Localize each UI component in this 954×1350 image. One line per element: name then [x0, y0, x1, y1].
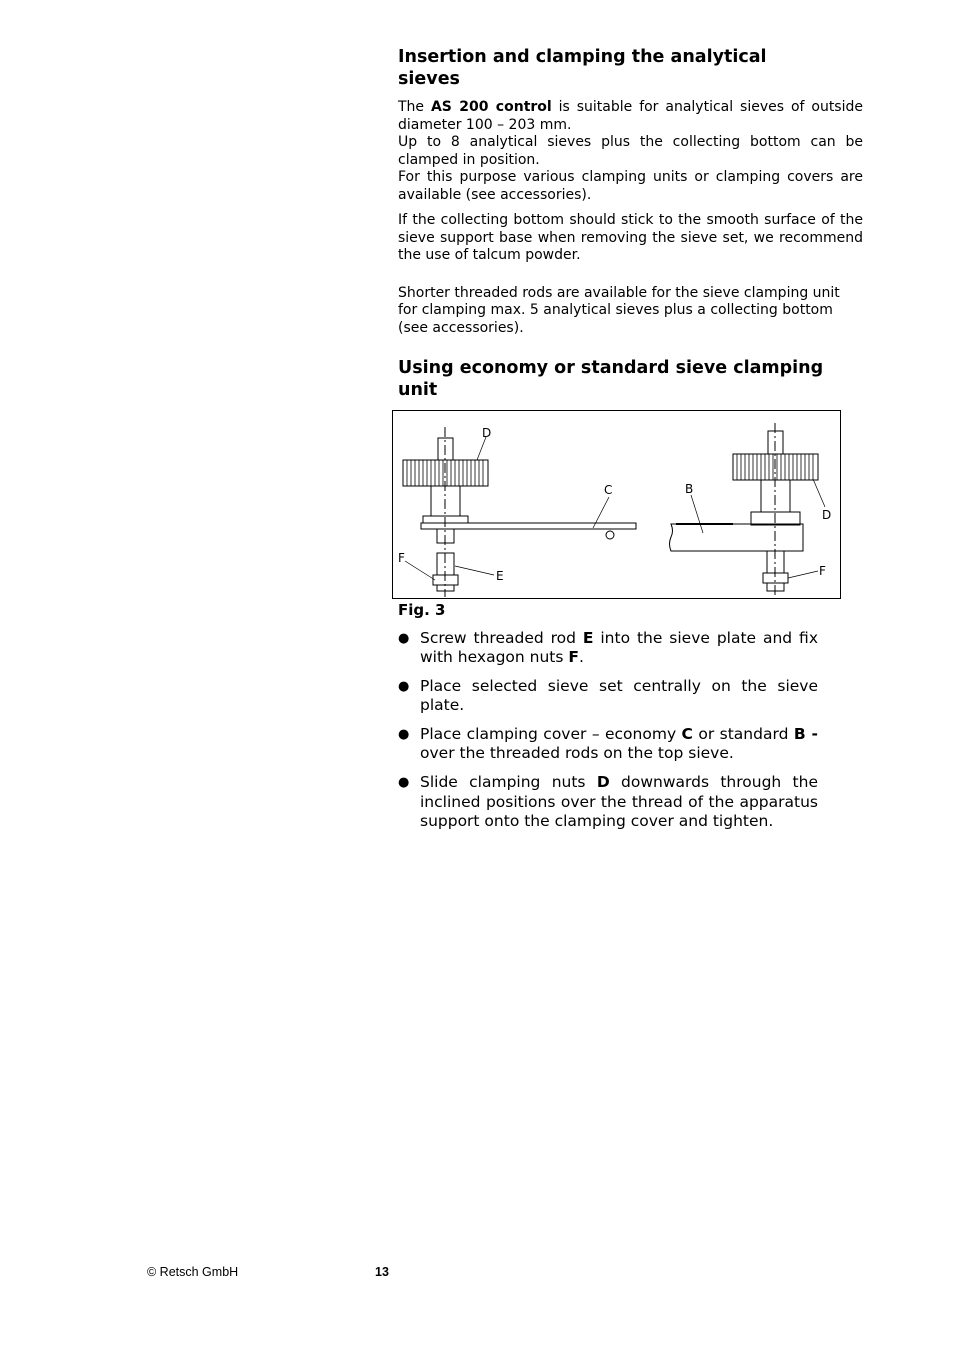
- product-name: AS 200 control: [430, 99, 552, 115]
- footer-copyright: © Retsch GmbH: [147, 1265, 239, 1279]
- bullet-icon: ●: [398, 631, 410, 646]
- intro-text-block: [398, 99, 863, 337]
- clamping-diagram-drawing: [393, 411, 840, 598]
- label-b: B: [685, 482, 694, 496]
- section-heading-insertion: Insertion and clamping the analytical sieves: [398, 47, 767, 89]
- text-run: .: [578, 648, 584, 667]
- text-run: downwards through the inclined positions over the thread of the apparatus support onto the clamping cover and tighten.: [420, 773, 818, 830]
- page-number: 13: [375, 1265, 389, 1279]
- paragraph-suitability: [398, 99, 863, 134]
- leader-d-left: [477, 437, 486, 460]
- list-item: [398, 725, 818, 764]
- figure-caption: Fig. 3: [398, 601, 446, 619]
- paragraph-clamping-units: For this purpose various clamping units or clamping covers are available (see accessories).: [398, 169, 863, 203]
- label-e: E: [496, 569, 504, 583]
- paragraph-talcum-powder: If the collecting bottom should stick to the smooth surface of the sieve support base when removing the sieve set, we recommend the use of talcum powder.: [398, 212, 863, 263]
- economy-cover-c: [421, 523, 636, 529]
- paragraph-sieve-count: Up to 8 analytical sieves plus the collecting bottom can be clamped in position.: [398, 134, 863, 168]
- bullet-icon: ●: [398, 727, 410, 743]
- bullet-icon: ●: [398, 775, 410, 791]
- label-f-right: F: [819, 564, 826, 578]
- label-d-left: D: [482, 426, 492, 440]
- figure-clamping-diagram: [392, 410, 841, 599]
- leader-f-left: [405, 561, 435, 580]
- paragraph-shorter-rods: Shorter threaded rods are available for the sieve clamping unit for clamping max. 5 analytical sieves plus a collecting bottom (see accessories).: [398, 284, 840, 336]
- text-run: Place clamping cover – economy: [420, 725, 682, 744]
- part-label: B -: [793, 725, 818, 744]
- leader-b: [691, 495, 703, 533]
- label-c: C: [604, 483, 613, 497]
- text-run: Place selected sieve set centrally on the sieve plate.: [420, 677, 818, 715]
- label-f-left: F: [398, 551, 405, 565]
- text-run: over the threaded rods on the top sieve.: [420, 744, 734, 763]
- part-label: E: [582, 629, 594, 647]
- bullet-icon: ●: [398, 679, 410, 695]
- section-heading-clamping-unit: Using economy or standard sieve clamping unit: [398, 358, 824, 400]
- label-d-right: D: [822, 508, 832, 522]
- text-run: Screw threaded rod: [420, 629, 583, 647]
- text-run: into the sieve plate and fix with hexagon nuts: [420, 629, 818, 667]
- part-label: F: [568, 648, 579, 667]
- text-run: Slide clamping nuts: [420, 773, 597, 792]
- text-run: or standard: [692, 725, 794, 744]
- list-item: [398, 629, 818, 668]
- leader-d-right: [813, 479, 825, 507]
- list-item: [398, 677, 818, 716]
- standard-cover-b: [670, 524, 804, 551]
- list-item: [398, 773, 818, 831]
- text-run: is suitable for analytical sieves of outside diameter 100 – 203 mm.: [398, 99, 863, 133]
- part-label: D: [596, 773, 610, 792]
- part-label: C: [681, 725, 693, 744]
- text-run: The: [398, 99, 431, 115]
- leader-e: [455, 566, 494, 575]
- cover-knob: [606, 531, 614, 539]
- instruction-list: [398, 629, 818, 841]
- leader-f-right: [788, 571, 818, 578]
